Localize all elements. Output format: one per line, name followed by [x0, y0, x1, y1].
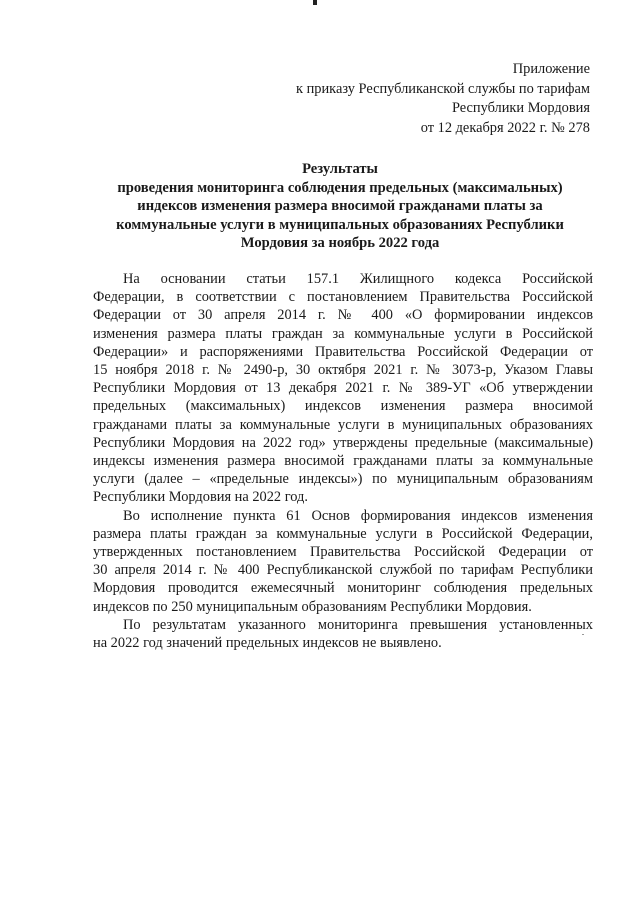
paragraph-line: Федерации от 30 апреля 2014 г. № 400 «О формировании индексов [93, 307, 593, 324]
title-line: Мордовия за ноябрь 2022 года [240, 235, 440, 252]
title-heading: Результаты [302, 161, 378, 177]
paragraph-line: На основании статьи 157.1 Жилищного кодекса Российской [123, 271, 593, 287]
paragraph-line: размера платы граждан за коммунальные услуги в Российской Федерации, [93, 525, 593, 542]
paragraph-line: 15 ноября 2018 г. № 2490-р, 30 октября 2021 г. № 3073-р, Указом Главы [93, 362, 593, 379]
paragraph-line: По результатам указанного мониторинга превышения установленных [123, 616, 593, 633]
title-line: коммунальные услуги в муниципальных образованиях Республики [116, 216, 564, 233]
paragraph-line: на 2022 год значений предельных индексов не выявлено. [93, 635, 442, 652]
appendix-region: Республики Мордовия [451, 100, 590, 116]
paragraph-line: услуги (далее – «предельные индексы») по муниципальным образованиям [93, 471, 593, 488]
paragraph-line: Республики Мордовия на 2022 год. [93, 489, 308, 506]
paragraph-results [93, 616, 593, 652]
title-line: проведения мониторинга соблюдения предельных (максимальных) [117, 179, 563, 196]
paragraph-line: Республики Мордовия от 13 декабря 2021 г. № 389-УГ «Об утверждении [93, 380, 593, 397]
paragraph-line: 30 апреля 2014 г. № 400 Республиканской службой по тарифам Республики [93, 562, 593, 579]
paragraph-legal-basis [93, 270, 593, 507]
document-body [93, 270, 593, 652]
paragraph-line: Республики Мордовия на 2022 год» утверждены предельные (максимальные) [93, 434, 593, 451]
paragraph-line: Мордовия проводится ежемесячный мониторинг соблюдения предельных [93, 580, 593, 597]
title-line: индексов изменения размера вносимой гражданами платы за [137, 198, 543, 215]
paragraph-line: Федерации» и распоряжениями Правительства Российской Федерации от [93, 343, 593, 360]
appendix-label: Приложение [512, 61, 590, 77]
paragraph-line: утвержденных постановлением Правительства Российской Федерации от [93, 544, 593, 561]
appendix-order-ref: к приказу Республиканской службы по тарифам [295, 80, 590, 97]
paragraph-line: индексы изменения размера вносимой гражданами платы за коммунальные [93, 453, 593, 470]
paragraph-monitoring [93, 507, 593, 616]
document-title [90, 160, 590, 253]
paragraph-line: предельных (максимальных) индексов изменения размера вносимой [93, 398, 593, 415]
scan-speck [582, 634, 584, 635]
scan-mark [313, 0, 317, 5]
appendix-date-number: от 12 декабря 2022 г. № 278 [420, 119, 590, 136]
paragraph-line: Федерации, в соответствии с постановлением Правительства Российской [93, 289, 593, 306]
paragraph-line: Во исполнение пункта 61 Основ формирования индексов изменения [123, 507, 593, 524]
paragraph-line: изменения размера платы граждан за коммунальные услуги в Российской [93, 325, 593, 342]
paragraph-line: гражданами платы за коммунальные услуги в муниципальных образованиях [93, 416, 593, 433]
paragraph-line: индексов по 250 муниципальным образованиям Республики Мордовия. [93, 598, 532, 615]
appendix-header [296, 60, 590, 138]
